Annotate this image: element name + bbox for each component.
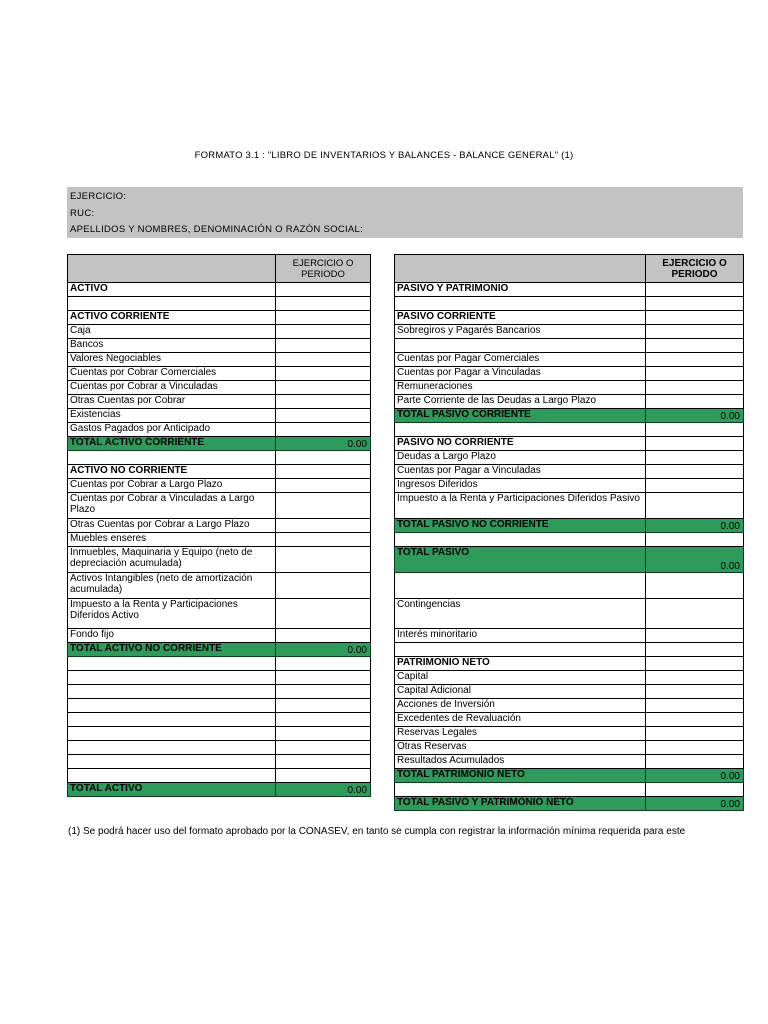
liabilities-row <box>395 755 744 769</box>
liabilities-row <box>395 493 744 519</box>
liabilities-row-value <box>646 727 744 741</box>
assets-row <box>68 599 371 629</box>
liabilities-row-label <box>395 573 646 599</box>
liabilities-row-label: TOTAL PASIVO Y PATRIMONIO NETO <box>395 797 646 811</box>
footnote: (1) Se podrá hacer uso del formato aprobado por la CONASEV, en tanto se cumpla con registrar la información mínima requerida para este <box>68 826 686 837</box>
liabilities-row-value <box>646 297 744 311</box>
assets-row-label: Otras Cuentas por Cobrar <box>68 395 276 409</box>
liabilities-row <box>395 311 744 325</box>
liabilities-row-value: 0.00 <box>646 409 744 423</box>
liabilities-row-label <box>395 533 646 547</box>
liabilities-row <box>395 671 744 685</box>
assets-total-row <box>68 643 371 657</box>
assets-row-label: ACTIVO CORRIENTE <box>68 311 276 325</box>
assets-row <box>68 479 371 493</box>
document-title: FORMATO 3.1 : "LIBRO DE INVENTARIOS Y BALANCES - BALANCE GENERAL" (1) <box>194 150 574 161</box>
assets-row-label <box>68 727 276 741</box>
liabilities-row <box>395 423 744 437</box>
assets-row-value <box>276 325 371 339</box>
assets-row-label <box>68 713 276 727</box>
assets-row-label: Fondo fijo <box>68 629 276 643</box>
assets-row-value <box>276 629 371 643</box>
assets-row-label <box>68 755 276 769</box>
liabilities-total-row <box>395 519 744 533</box>
assets-row-value <box>276 769 371 783</box>
liabilities-row-label: PASIVO NO CORRIENTE <box>395 437 646 451</box>
assets-column-header: EJERCICIO O PERIODO <box>276 255 371 283</box>
liabilities-row <box>395 367 744 381</box>
liabilities-row-value <box>646 713 744 727</box>
assets-row <box>68 311 371 325</box>
assets-row-label: Gastos Pagados por Anticipado <box>68 423 276 437</box>
assets-total-row <box>68 437 371 451</box>
liabilities-row-value <box>646 339 744 353</box>
liabilities-row-label: TOTAL PASIVO CORRIENTE <box>395 409 646 423</box>
assets-row-value <box>276 741 371 755</box>
assets-row-value <box>276 547 371 573</box>
assets-row-value: 0.00 <box>276 783 371 797</box>
header-field-ejercicio: EJERCICIO: <box>70 191 127 202</box>
assets-row-label <box>68 769 276 783</box>
assets-row <box>68 297 371 311</box>
liabilities-row-label: Cuentas por Pagar a Vinculadas <box>395 465 646 479</box>
assets-row-label: TOTAL ACTIVO <box>68 783 276 797</box>
liabilities-row-value <box>646 671 744 685</box>
liabilities-row-value: 0.00 <box>646 797 744 811</box>
liabilities-row-value <box>646 325 744 339</box>
assets-row <box>68 519 371 533</box>
liabilities-row <box>395 533 744 547</box>
liabilities-row <box>395 353 744 367</box>
assets-row <box>68 283 371 297</box>
liabilities-row <box>395 437 744 451</box>
liabilities-row-label <box>395 423 646 437</box>
liabilities-row <box>395 283 744 297</box>
assets-row <box>68 423 371 437</box>
liabilities-row-value <box>646 395 744 409</box>
assets-row-value <box>276 713 371 727</box>
assets-row-label: Muebles enseres <box>68 533 276 547</box>
assets-row-label <box>68 451 276 465</box>
liabilities-row <box>395 339 744 353</box>
assets-row-value <box>276 755 371 769</box>
liabilities-row-label: Contingencias <box>395 599 646 629</box>
assets-row-value <box>276 533 371 547</box>
assets-row-value <box>276 699 371 713</box>
assets-row <box>68 769 371 783</box>
liabilities-row-value <box>646 699 744 713</box>
liabilities-row-label: PASIVO Y PATRIMONIO <box>395 283 646 297</box>
liabilities-table <box>394 254 744 811</box>
assets-row-label: Impuesto a la Renta y Participaciones Diferidos Activo <box>68 599 276 629</box>
assets-row-value <box>276 727 371 741</box>
assets-row <box>68 493 371 519</box>
liabilities-row-label <box>395 297 646 311</box>
assets-row-value <box>276 395 371 409</box>
assets-row <box>68 533 371 547</box>
assets-row-value <box>276 353 371 367</box>
assets-row-value <box>276 657 371 671</box>
assets-row-value: 0.00 <box>276 437 371 451</box>
assets-row <box>68 381 371 395</box>
liabilities-row-value <box>646 685 744 699</box>
assets-row-value <box>276 297 371 311</box>
assets-row-value <box>276 519 371 533</box>
liabilities-row-label <box>395 643 646 657</box>
assets-row-label: ACTIVO NO CORRIENTE <box>68 465 276 479</box>
assets-row-label: Valores Negociables <box>68 353 276 367</box>
liabilities-row-label: TOTAL PATRIMONIO NETO <box>395 769 646 783</box>
liabilities-row <box>395 643 744 657</box>
assets-row-value <box>276 573 371 599</box>
liabilities-row <box>395 699 744 713</box>
assets-row-label: Existencias <box>68 409 276 423</box>
liabilities-row <box>395 629 744 643</box>
header-field-ruc: RUC: <box>70 208 95 219</box>
assets-row <box>68 573 371 599</box>
liabilities-row <box>395 381 744 395</box>
liabilities-row-label: Otras Reservas <box>395 741 646 755</box>
liabilities-row <box>395 685 744 699</box>
assets-row-value <box>276 339 371 353</box>
header-fields-box <box>67 187 743 238</box>
liabilities-row-label: Impuesto a la Renta y Participaciones Diferidos Pasivo <box>395 493 646 519</box>
assets-row-label: Inmuebles, Maquinaria y Equipo (neto de depreciación acumulada) <box>68 547 276 573</box>
assets-row-label: Otras Cuentas por Cobrar a Largo Plazo <box>68 519 276 533</box>
liabilities-row-label <box>395 339 646 353</box>
assets-row <box>68 671 371 685</box>
liabilities-row-label: Remuneraciones <box>395 381 646 395</box>
assets-row-value <box>276 451 371 465</box>
liabilities-row <box>395 783 744 797</box>
assets-row-label <box>68 741 276 755</box>
assets-row <box>68 755 371 769</box>
assets-row <box>68 367 371 381</box>
liabilities-row-value <box>646 381 744 395</box>
liabilities-row-value <box>646 657 744 671</box>
assets-row <box>68 685 371 699</box>
liabilities-row-value <box>646 783 744 797</box>
liabilities-total-row <box>395 409 744 423</box>
assets-row <box>68 353 371 367</box>
liabilities-row-value <box>646 599 744 629</box>
liabilities-row <box>395 573 744 599</box>
assets-row-value <box>276 671 371 685</box>
assets-row-label: Cuentas por Cobrar a Vinculadas a Largo Plazo <box>68 493 276 519</box>
liabilities-row-value <box>646 629 744 643</box>
assets-row <box>68 699 371 713</box>
assets-row-value <box>276 493 371 519</box>
liabilities-row-label: PASIVO CORRIENTE <box>395 311 646 325</box>
liabilities-row-label: TOTAL PASIVO <box>395 547 646 573</box>
liabilities-row-label: PATRIMONIO NETO <box>395 657 646 671</box>
liabilities-row-label: Interés minoritario <box>395 629 646 643</box>
liabilities-row-label: Cuentas por Pagar a Vinculadas <box>395 367 646 381</box>
liabilities-row-value <box>646 311 744 325</box>
assets-row-label: Activos Intangibles (neto de amortización acumulada) <box>68 573 276 599</box>
assets-row <box>68 409 371 423</box>
liabilities-row-label: TOTAL PASIVO NO CORRIENTE <box>395 519 646 533</box>
liabilities-row-label: Sobregiros y Pagarés Bancarios <box>395 325 646 339</box>
assets-row <box>68 325 371 339</box>
assets-row-label <box>68 685 276 699</box>
assets-row-label: TOTAL ACTIVO NO CORRIENTE <box>68 643 276 657</box>
assets-row-label <box>68 657 276 671</box>
assets-row <box>68 465 371 479</box>
liabilities-row-value: 0.00 <box>646 547 744 573</box>
liabilities-row-label: Cuentas por Pagar Comerciales <box>395 353 646 367</box>
assets-row-value <box>276 465 371 479</box>
liabilities-row <box>395 395 744 409</box>
assets-row <box>68 451 371 465</box>
assets-row-label <box>68 671 276 685</box>
liabilities-row <box>395 325 744 339</box>
liabilities-row <box>395 657 744 671</box>
assets-row <box>68 741 371 755</box>
liabilities-row <box>395 297 744 311</box>
liabilities-row <box>395 451 744 465</box>
assets-header-blank <box>68 255 276 283</box>
assets-row-label <box>68 297 276 311</box>
liabilities-row-value <box>646 741 744 755</box>
assets-table <box>67 254 371 797</box>
liabilities-row <box>395 741 744 755</box>
assets-row <box>68 629 371 643</box>
liabilities-total-row <box>395 769 744 783</box>
liabilities-row-label: Excedentes de Revaluación <box>395 713 646 727</box>
assets-row-value <box>276 409 371 423</box>
assets-row-label: Cuentas por Cobrar Comerciales <box>68 367 276 381</box>
liabilities-row-value <box>646 283 744 297</box>
assets-row-label: Cuentas por Cobrar a Vinculadas <box>68 381 276 395</box>
assets-row <box>68 339 371 353</box>
liabilities-row <box>395 727 744 741</box>
liabilities-row-label: Acciones de Inversión <box>395 699 646 713</box>
liabilities-column-header: EJERCICIO O PERIODO <box>646 255 744 283</box>
assets-row-value <box>276 381 371 395</box>
assets-row <box>68 657 371 671</box>
assets-row-value <box>276 685 371 699</box>
liabilities-row-label: Deudas a Largo Plazo <box>395 451 646 465</box>
assets-row-label <box>68 699 276 713</box>
liabilities-row-value <box>646 755 744 769</box>
assets-row-value <box>276 479 371 493</box>
assets-row-value <box>276 283 371 297</box>
liabilities-row-label: Reservas Legales <box>395 727 646 741</box>
liabilities-row <box>395 713 744 727</box>
liabilities-row-value <box>646 451 744 465</box>
assets-row-value: 0.00 <box>276 643 371 657</box>
liabilities-row-label: Parte Corriente de las Deudas a Largo Plazo <box>395 395 646 409</box>
assets-row <box>68 713 371 727</box>
liabilities-row-value <box>646 643 744 657</box>
liabilities-row <box>395 479 744 493</box>
liabilities-header-blank <box>395 255 646 283</box>
liabilities-row-value <box>646 533 744 547</box>
liabilities-row-label: Ingresos Diferidos <box>395 479 646 493</box>
assets-row <box>68 395 371 409</box>
liabilities-row-value: 0.00 <box>646 519 744 533</box>
assets-row-value <box>276 311 371 325</box>
liabilities-row-value <box>646 573 744 599</box>
liabilities-row-value <box>646 479 744 493</box>
liabilities-row-label: Capital <box>395 671 646 685</box>
assets-row-label: Bancos <box>68 339 276 353</box>
assets-row <box>68 547 371 573</box>
assets-row <box>68 727 371 741</box>
assets-row-label: TOTAL ACTIVO CORRIENTE <box>68 437 276 451</box>
liabilities-row-value <box>646 423 744 437</box>
liabilities-row <box>395 465 744 479</box>
liabilities-row-value <box>646 367 744 381</box>
liabilities-row <box>395 599 744 629</box>
assets-row-label: Caja <box>68 325 276 339</box>
assets-row-value <box>276 423 371 437</box>
liabilities-row-label: Capital Adicional <box>395 685 646 699</box>
assets-row-label: Cuentas por Cobrar a Largo Plazo <box>68 479 276 493</box>
liabilities-row-value <box>646 437 744 451</box>
assets-row-value <box>276 599 371 629</box>
assets-row-value <box>276 367 371 381</box>
header-field-razon-social: APELLIDOS Y NOMBRES, DENOMINACIÓN O RAZÓN SOCIAL: <box>70 224 364 235</box>
liabilities-row-value <box>646 353 744 367</box>
assets-row-label: ACTIVO <box>68 283 276 297</box>
liabilities-total-row <box>395 797 744 811</box>
liabilities-row-label <box>395 783 646 797</box>
liabilities-total-row <box>395 547 744 573</box>
liabilities-row-value <box>646 465 744 479</box>
liabilities-row-label: Resultados Acumulados <box>395 755 646 769</box>
liabilities-row-value: 0.00 <box>646 769 744 783</box>
liabilities-row-value <box>646 493 744 519</box>
assets-total-row <box>68 783 371 797</box>
